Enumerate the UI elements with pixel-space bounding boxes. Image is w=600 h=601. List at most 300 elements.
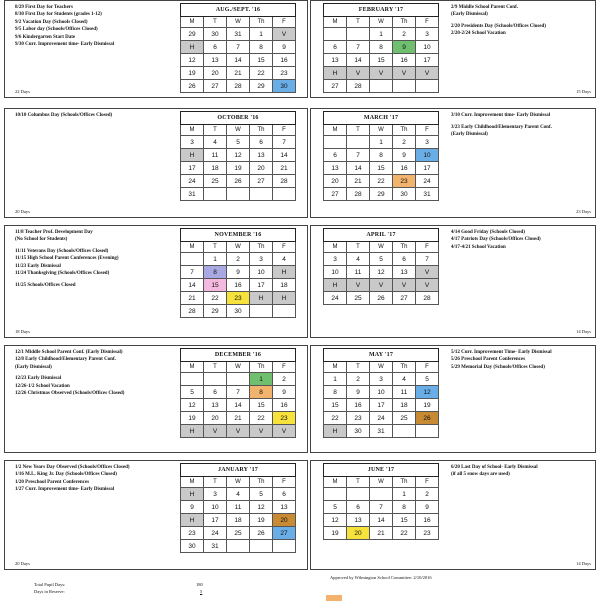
day-cell: 23: [416, 527, 439, 540]
week-row: [324, 514, 439, 527]
weekday-header: M: [181, 242, 204, 253]
weekday-header: F: [416, 125, 439, 136]
day-cell: 11: [393, 386, 416, 399]
month-notes: [15, 350, 124, 399]
calendar-note: 3/23 Early Childhood/Elementary Parent Conf.: [451, 124, 552, 130]
day-cell: 20: [204, 412, 227, 425]
day-cell: 1: [324, 373, 347, 386]
week-row: [181, 67, 296, 80]
day-cell: 19: [181, 67, 204, 80]
day-cell: 30: [204, 28, 227, 41]
approval-note: Approved by Wilmington School Committee: 2/10/2016: [330, 575, 432, 580]
day-cell: 9: [227, 266, 250, 279]
month-calendar: [323, 348, 439, 438]
month-notes: [15, 113, 112, 120]
day-cell: 30: [181, 540, 204, 553]
month-title: OCTOBER '16: [181, 112, 296, 125]
month-title: APRIL '17: [324, 229, 439, 242]
calendar-note: 6/20 Last Day of School- Early Dismissal: [451, 465, 538, 470]
day-cell: 29: [370, 188, 393, 201]
weekday-header: F: [416, 242, 439, 253]
day-cell: 7: [347, 41, 370, 54]
day-cell: 12: [370, 266, 393, 279]
day-cell: V: [416, 279, 439, 292]
weekday-header: F: [416, 477, 439, 488]
day-cell: 16: [393, 162, 416, 175]
day-cell: V: [347, 67, 370, 80]
day-cell: H: [181, 514, 204, 527]
weekday-header: Th: [250, 242, 273, 253]
day-cell: 27: [204, 80, 227, 93]
weekday-header: T: [204, 477, 227, 488]
day-cell: 7: [370, 501, 393, 514]
day-cell: 19: [250, 514, 273, 527]
day-cell: 5: [416, 373, 439, 386]
day-cell: 28: [181, 305, 204, 318]
day-cell: 30: [393, 188, 416, 201]
week-row: [181, 253, 296, 266]
day-cell: 22: [324, 412, 347, 425]
day-cell: [227, 373, 250, 386]
day-cell: 22: [250, 412, 273, 425]
weekday-header: W: [227, 17, 250, 28]
month-notes: [451, 465, 538, 480]
week-row: [181, 501, 296, 514]
day-cell: 20: [250, 162, 273, 175]
day-cell: 29: [250, 80, 273, 93]
day-cell: [204, 188, 227, 201]
week-row: [324, 188, 439, 201]
month-calendar: [180, 228, 296, 318]
day-cell: 10: [250, 266, 273, 279]
month-calendar: [323, 111, 439, 201]
weekday-header: T: [347, 362, 370, 373]
day-cell: 26: [227, 175, 250, 188]
day-cell: 15: [324, 399, 347, 412]
day-cell: 6: [273, 488, 296, 501]
day-cell: 7: [416, 253, 439, 266]
week-row: [324, 28, 439, 41]
day-cell: 8: [204, 266, 227, 279]
day-cell: 13: [250, 149, 273, 162]
month-panel: [310, 345, 596, 453]
day-cell: 19: [181, 412, 204, 425]
day-cell: 27: [324, 80, 347, 93]
day-cell: [393, 80, 416, 93]
day-cell: 25: [393, 412, 416, 425]
day-cell: [347, 488, 370, 501]
day-cell: 7: [347, 149, 370, 162]
week-row: [181, 527, 296, 540]
day-cell: H: [324, 279, 347, 292]
day-cell: 10: [204, 501, 227, 514]
day-cell: 3: [416, 28, 439, 41]
day-cell: [347, 136, 370, 149]
weekday-header: W: [370, 362, 393, 373]
month-title: JANUARY '17: [181, 464, 296, 477]
day-cell: 29: [181, 28, 204, 41]
day-cell: V: [250, 425, 273, 438]
day-cell: 5: [370, 253, 393, 266]
day-cell: 9: [393, 149, 416, 162]
calendar-note: 11/24 Thanksgiving (Schools/Offices Closed): [15, 271, 110, 277]
day-cell: 6: [250, 136, 273, 149]
day-cell: [416, 80, 439, 93]
calendar-note: 3/10 Curr. Improvement time- Early Dismissal: [451, 113, 551, 118]
day-cell: 17: [250, 279, 273, 292]
calendar-note: 9/5 Labor day (Schools/Offices Closed): [15, 27, 98, 33]
weekday-header: W: [227, 362, 250, 373]
day-cell: 9: [273, 41, 296, 54]
day-cell: 3: [324, 253, 347, 266]
month-calendar: [180, 3, 296, 93]
month-calendar: [323, 3, 439, 93]
calendar-note: 12/1 Middle School Parent Conf. (Early Dismissal): [15, 350, 123, 355]
calendar-note: 2/20-2/24 School Vacation: [451, 31, 506, 37]
week-row: [181, 540, 296, 553]
weekday-header: Th: [393, 17, 416, 28]
day-cell: 14: [227, 54, 250, 67]
day-cell: 6: [324, 149, 347, 162]
month-panel: [310, 460, 596, 570]
day-cell: 3: [204, 488, 227, 501]
month-title: MAY '17: [324, 349, 439, 362]
calendar-note: 9/6 Kindergarten Start Date: [15, 34, 76, 40]
weekday-header: W: [370, 17, 393, 28]
day-cell: 23: [347, 412, 370, 425]
week-row: [181, 412, 296, 425]
calendar-note: 11/15 High School Parent Conferences (Evening): [15, 256, 119, 262]
day-cell: 6: [347, 501, 370, 514]
week-row: [324, 488, 439, 501]
day-cell: H: [181, 488, 204, 501]
day-cell: 11: [204, 149, 227, 162]
weekday-header: M: [324, 477, 347, 488]
calendar-note: 12/23 Early Dismissal: [15, 376, 62, 382]
day-cell: 9: [393, 41, 416, 54]
weekday-header: Th: [393, 477, 416, 488]
day-cell: 14: [181, 279, 204, 292]
day-cell: 10: [416, 41, 439, 54]
weekday-header: T: [204, 17, 227, 28]
day-cell: 7: [273, 136, 296, 149]
school-days-count: 20 Days: [15, 561, 30, 566]
month-notes: [451, 230, 541, 252]
day-cell: 22: [204, 292, 227, 305]
calendar-note: 1/27 Curr. Improvement time- Early Dismissal: [15, 487, 115, 493]
weekday-header: W: [370, 477, 393, 488]
weekday-header: M: [324, 125, 347, 136]
calendar-note: 11/23 Early Dismissal: [15, 263, 61, 269]
calendar-note: 12/26 Christmas Observed (Schools/Offices Closed): [15, 391, 125, 397]
month-panel: [4, 345, 308, 453]
day-cell: [370, 80, 393, 93]
calendar-note: 1/20 Preschool Parent Conferences: [15, 479, 90, 485]
week-row: [181, 41, 296, 54]
day-cell: 31: [227, 28, 250, 41]
day-cell: 2: [393, 28, 416, 41]
days-in-reserve-value: 5: [200, 589, 203, 594]
week-row: [324, 80, 439, 93]
day-cell: [273, 305, 296, 318]
school-days-count: 14 Days: [576, 561, 591, 566]
day-cell: 2: [273, 373, 296, 386]
month-notes: [15, 465, 130, 495]
day-cell: 23: [181, 527, 204, 540]
calendar-note: [15, 372, 124, 375]
day-cell: 2: [416, 488, 439, 501]
week-row: [181, 188, 296, 201]
calendar-note: 2/20 Presidents Day (Schools/Offices Closed): [451, 23, 546, 29]
day-cell: [227, 188, 250, 201]
day-cell: 26: [416, 412, 439, 425]
calendar-note: (Early Dismissal): [451, 131, 488, 137]
month-title: NOVEMBER '16: [181, 229, 296, 242]
week-row: [324, 41, 439, 54]
day-cell: 31: [370, 425, 393, 438]
day-cell: 30: [273, 80, 296, 93]
calendar-note: 1/16 M.L. King Jr. Day (Schools/Offices Closed): [15, 472, 117, 478]
week-row: [324, 162, 439, 175]
month-panel: [310, 225, 596, 338]
month-title: MARCH '17: [324, 112, 439, 125]
day-cell: 4: [204, 136, 227, 149]
calendar-note: 5/29 Memorial Day (Schools/Offices Closed): [451, 364, 545, 370]
week-row: [181, 28, 296, 41]
day-cell: 20: [324, 175, 347, 188]
day-cell: V: [227, 425, 250, 438]
school-days-count: 18 Days: [15, 329, 30, 334]
day-cell: 1: [250, 373, 273, 386]
day-cell: H: [273, 292, 296, 305]
day-cell: 12: [181, 399, 204, 412]
day-cell: 22: [370, 175, 393, 188]
day-cell: 18: [273, 279, 296, 292]
day-cell: 11: [227, 501, 250, 514]
day-cell: 7: [181, 266, 204, 279]
weekday-header: Th: [250, 125, 273, 136]
day-cell: 9: [347, 386, 370, 399]
day-cell: 16: [416, 514, 439, 527]
calendar-note: 9/30 Curr. Improvement time- Early Dismissal: [15, 41, 115, 47]
week-row: [324, 292, 439, 305]
day-cell: 7: [227, 41, 250, 54]
day-cell: 20: [204, 67, 227, 80]
month-panel: [4, 0, 308, 98]
day-cell: 25: [227, 527, 250, 540]
day-cell: 17: [416, 54, 439, 67]
week-row: [324, 412, 439, 425]
day-cell: 16: [273, 54, 296, 67]
week-row: [181, 488, 296, 501]
week-row: [181, 279, 296, 292]
weekday-header: W: [370, 125, 393, 136]
day-cell: V: [273, 28, 296, 41]
week-row: [181, 266, 296, 279]
day-cell: 24: [204, 527, 227, 540]
weekday-header: W: [227, 242, 250, 253]
day-cell: 26: [181, 80, 204, 93]
day-cell: 31: [181, 188, 204, 201]
weekday-header: M: [181, 125, 204, 136]
calendar-note: (No School for Students): [15, 237, 68, 243]
calendar-note: 11/11 Veterans Day (Schools/Offices Closed): [15, 248, 109, 254]
week-row: [181, 175, 296, 188]
day-cell: [370, 488, 393, 501]
day-cell: V: [416, 266, 439, 279]
day-cell: 26: [370, 292, 393, 305]
total-pupil-days-value: 180: [196, 582, 203, 587]
day-cell: 17: [370, 399, 393, 412]
day-cell: 18: [393, 399, 416, 412]
week-row: [181, 54, 296, 67]
day-cell: [324, 136, 347, 149]
day-cell: V: [393, 67, 416, 80]
calendar-note: 2/9 Middle School Parent Conf.: [451, 5, 518, 10]
day-cell: 27: [273, 527, 296, 540]
calendar-note: [451, 120, 552, 123]
school-days-count: 22 Days: [15, 89, 30, 94]
calendar-note: 5/12 Curr. Improvement Time- Early Dismissal: [451, 350, 552, 355]
week-row: [181, 149, 296, 162]
day-cell: 19: [416, 399, 439, 412]
day-cell: 4: [347, 253, 370, 266]
day-cell: 15: [370, 54, 393, 67]
weekday-header: Th: [250, 477, 273, 488]
day-cell: 22: [250, 67, 273, 80]
weekday-header: M: [181, 362, 204, 373]
day-cell: 11: [347, 266, 370, 279]
day-cell: 21: [181, 292, 204, 305]
day-cell: 1: [370, 136, 393, 149]
day-cell: 2: [347, 373, 370, 386]
weekday-header: F: [273, 125, 296, 136]
day-cell: 12: [250, 501, 273, 514]
day-cell: 4: [227, 488, 250, 501]
weekday-header: M: [324, 362, 347, 373]
day-cell: 24: [324, 292, 347, 305]
day-cell: 8: [370, 41, 393, 54]
calendar-note: 8/29 First Day for Teachers: [15, 5, 73, 10]
calendar-note: (Early Dismissal): [15, 364, 52, 370]
day-cell: 14: [273, 149, 296, 162]
month-title: JUNE '17: [324, 464, 439, 477]
week-row: [324, 266, 439, 279]
week-row: [324, 136, 439, 149]
weekday-header: T: [204, 242, 227, 253]
calendar-note: 12/8 Early Childhood/Elementary Parent Conf.: [15, 357, 116, 363]
school-days-count: 23 Days: [576, 209, 591, 214]
day-cell: 13: [324, 162, 347, 175]
calendar-note: [15, 245, 119, 248]
day-cell: 10: [324, 266, 347, 279]
calendar-note: 5/26 Preschool Parent Conferences: [451, 357, 526, 363]
day-cell: 28: [227, 80, 250, 93]
weekday-header: T: [347, 17, 370, 28]
day-cell: 13: [393, 266, 416, 279]
weekday-header: Th: [393, 242, 416, 253]
day-cell: 6: [204, 41, 227, 54]
calendar-note: 4/17 Patriots Day (Schools/Offices Closed): [451, 237, 541, 243]
week-row: [324, 527, 439, 540]
month-notes: [15, 230, 119, 290]
day-cell: 5: [227, 136, 250, 149]
month-notes: [15, 5, 114, 49]
day-cell: 1: [250, 28, 273, 41]
day-cell: 1: [393, 488, 416, 501]
weekday-header: F: [273, 362, 296, 373]
day-cell: 31: [416, 188, 439, 201]
day-cell: [181, 253, 204, 266]
month-calendar: [180, 463, 296, 553]
day-cell: 2: [227, 253, 250, 266]
calendar-note: 9/2 Vacation Day (Schools Closed): [15, 19, 88, 25]
day-cell: 12: [227, 149, 250, 162]
day-cell: [250, 305, 273, 318]
weekday-header: T: [347, 242, 370, 253]
day-cell: V: [204, 425, 227, 438]
week-row: [324, 253, 439, 266]
day-cell: 4: [273, 253, 296, 266]
weekday-header: Th: [250, 362, 273, 373]
day-cell: 5: [324, 501, 347, 514]
day-cell: 5: [181, 386, 204, 399]
day-cell: 21: [347, 175, 370, 188]
month-calendar: [180, 111, 296, 201]
day-cell: 23: [273, 67, 296, 80]
week-row: [181, 305, 296, 318]
day-cell: 17: [204, 514, 227, 527]
day-cell: [273, 188, 296, 201]
week-row: [181, 292, 296, 305]
weekday-header: M: [324, 242, 347, 253]
day-cell: 8: [324, 386, 347, 399]
day-cell: 15: [204, 279, 227, 292]
day-cell: [227, 540, 250, 553]
day-cell: 23: [273, 412, 296, 425]
week-row: [324, 67, 439, 80]
day-cell: 3: [370, 373, 393, 386]
day-cell: 5: [250, 488, 273, 501]
day-cell: 1: [370, 28, 393, 41]
school-days-count: 15 Days: [576, 89, 591, 94]
day-cell: 10: [370, 386, 393, 399]
calendar-note: 1/2 New Years Day Observed (Schools/Offices Closed): [15, 465, 130, 470]
calendar-note: 12/26-1/2 School Vacation: [15, 383, 70, 389]
day-cell: 21: [370, 527, 393, 540]
day-cell: [181, 373, 204, 386]
month-panel: [4, 225, 308, 338]
weekday-header: W: [370, 242, 393, 253]
day-cell: 31: [204, 540, 227, 553]
week-row: [324, 373, 439, 386]
day-cell: 27: [250, 175, 273, 188]
day-cell: 8: [393, 501, 416, 514]
calendar-note: [15, 279, 119, 282]
weekday-header: T: [204, 125, 227, 136]
month-title: DECEMBER '16: [181, 349, 296, 362]
weekday-header: F: [416, 17, 439, 28]
day-cell: [347, 28, 370, 41]
day-cell: 16: [227, 279, 250, 292]
day-cell: [416, 425, 439, 438]
day-cell: V: [370, 67, 393, 80]
day-cell: 14: [227, 399, 250, 412]
week-row: [181, 80, 296, 93]
week-row: [181, 514, 296, 527]
day-cell: 6: [204, 386, 227, 399]
day-cell: 12: [181, 54, 204, 67]
